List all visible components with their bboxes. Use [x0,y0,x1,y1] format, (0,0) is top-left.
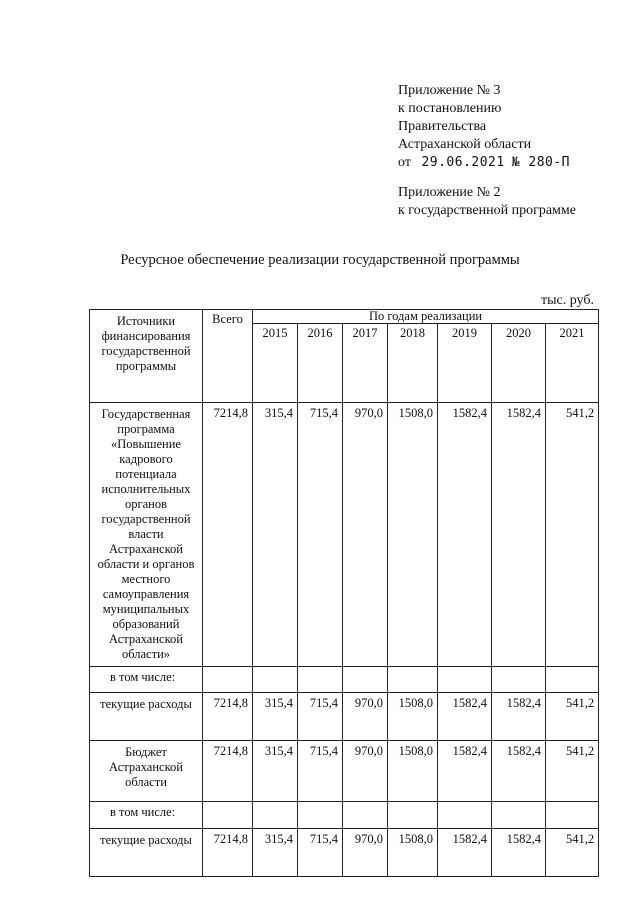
header-year-cell: 2017 [343,324,388,403]
appendix-program-line: к государственной программе [398,203,576,218]
row-value [388,802,438,829]
row-value [546,667,599,693]
row-value: 715,4 [298,403,343,667]
row-total: 7214,8 [203,741,253,802]
row-value: 541,2 [546,829,599,877]
row-value [438,667,492,693]
appendix-government-line: Правительства [398,119,487,134]
header-source-cell: Источники финансирования государственной программы [90,310,203,403]
row-value: 970,0 [343,829,388,877]
row-value [492,667,546,693]
row-value: 1582,4 [438,403,492,667]
header-by-years-cell: По годам реализации [253,310,599,324]
row-value: 315,4 [253,829,298,877]
row-value [492,802,546,829]
decree-date: 29.06.2021 [421,155,505,170]
table-header-row-1 [90,310,599,324]
row-value: 1508,0 [388,693,438,741]
resource-table [89,309,599,877]
row-value [343,802,388,829]
from-label: от [398,155,411,170]
row-value [343,667,388,693]
table-row [90,693,599,741]
row-value [253,802,298,829]
row-value: 1508,0 [388,403,438,667]
row-value: 315,4 [253,693,298,741]
row-value: 970,0 [343,693,388,741]
units-label: тыс. руб. [541,293,594,308]
row-value: 970,0 [343,741,388,802]
appendix-3-line: Приложение № 3 [398,83,501,98]
row-value: 1582,4 [492,693,546,741]
row-label: в том числе: [90,667,203,693]
row-value [438,802,492,829]
row-value: 1582,4 [438,693,492,741]
row-total [203,667,253,693]
header-year-cell: 2015 [253,324,298,403]
row-total: 7214,8 [203,829,253,877]
header-total-cell: Всего [203,310,253,403]
row-value: 970,0 [343,403,388,667]
appendix-3-block [398,82,570,172]
row-value: 1582,4 [492,403,546,667]
row-value: 315,4 [253,403,298,667]
row-label: Государственная программа «Повышение кадрового потенциала исполнительных органов государственной власти Астраханской области и органов местного самоуправления муниципальных образований Астраханской области» [90,403,203,667]
row-label: текущие расходы [90,829,203,877]
row-total: 7214,8 [203,693,253,741]
row-value: 541,2 [546,741,599,802]
header-year-cell: 2019 [438,324,492,403]
header-year-cell: 2021 [546,324,599,403]
appendix-2-line: Приложение № 2 [398,185,501,200]
row-value: 715,4 [298,741,343,802]
appendix-date-line [398,154,570,172]
row-value: 1582,4 [492,741,546,802]
row-value: 541,2 [546,403,599,667]
table-row [90,667,599,693]
appendix-region-line: Астраханской области [398,137,532,152]
row-value [546,802,599,829]
header-year-cell: 2020 [492,324,546,403]
row-label: текущие расходы [90,693,203,741]
row-value [253,667,298,693]
appendix-2-block [398,184,576,220]
row-value: 1508,0 [388,741,438,802]
document-title: Ресурсное обеспечение реализации государственной программы [120,252,520,268]
row-value [298,667,343,693]
table-row [90,741,599,802]
row-value: 1582,4 [438,741,492,802]
row-value [298,802,343,829]
header-year-cell: 2018 [388,324,438,403]
row-value [388,667,438,693]
row-label: в том числе: [90,802,203,829]
decree-number: № 280-П [511,155,571,170]
table-row [90,802,599,829]
row-total: 7214,8 [203,403,253,667]
row-value: 715,4 [298,829,343,877]
row-total [203,802,253,829]
table-row [90,403,599,667]
row-label: Бюджет Астраханской области [90,741,203,802]
row-value: 1582,4 [492,829,546,877]
header-year-cell: 2016 [298,324,343,403]
row-value: 315,4 [253,741,298,802]
row-value: 1508,0 [388,829,438,877]
row-value: 541,2 [546,693,599,741]
appendix-decree-line: к постановлению [398,101,502,116]
row-value: 1582,4 [438,829,492,877]
row-value: 715,4 [298,693,343,741]
table-row [90,829,599,877]
